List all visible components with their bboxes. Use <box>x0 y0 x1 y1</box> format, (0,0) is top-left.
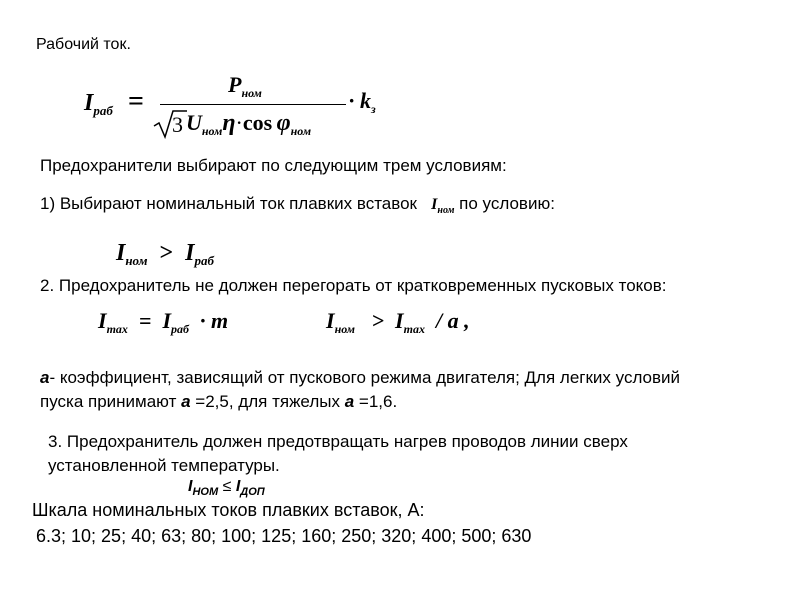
formula-condition-2a: $I_{max} = I_{раб} \cdot m$ <box>98 308 229 336</box>
scale-values: 6.3; 10; 25; 40; 63; 80; 100; 125; 160; 250; 320; 400; 500; 630 <box>36 526 532 546</box>
formula-condition-3: $I_{НОМ} \le I_{ДОП}$ <box>188 478 265 499</box>
formula-equals: = <box>128 86 144 117</box>
conditions-intro: Предохранители выбирают по следующим трем условиям: <box>40 156 507 175</box>
formula-condition-2b: $I_{ном}$ > $I_{max}$ / a , <box>326 308 470 336</box>
condition-1-text: 1) Выбирают номинальный ток плавких вставок $I_{ном}$ по условию: <box>40 194 555 217</box>
formula-denominator: $U_{ном}\eta\cdot\cos$ $\varphi_{ном}$ <box>186 110 312 138</box>
fraction-bar <box>160 104 346 105</box>
formula-coef: $k_з$ <box>360 88 376 116</box>
condition-3-text: 3. Предохранитель должен предотвращать нагрев проводов линии сверх установленной температуры. <box>48 432 628 475</box>
scale-title: Шкала номинальных токов плавких вставок, А: <box>32 500 425 520</box>
cond1-symbol: $I_{ном}$ <box>431 196 455 217</box>
formula-numerator: $P_{ном}$ <box>228 72 262 100</box>
formula-lhs: $I_{раб}$ <box>84 90 113 118</box>
coef-note-line-2: пуска принимают a =2,5, для тяжелых a =1,6. <box>40 392 398 411</box>
formula-mult: · <box>348 88 356 113</box>
heading: Рабочий ток. <box>36 36 131 53</box>
root-argument: 3 <box>172 112 183 137</box>
formula-condition-1: $I_{ном} > I_{раб}$ <box>116 240 215 268</box>
coef-note-line-1: a- коэффициент, зависящий от пускового режима двигателя; Для легких условий <box>40 368 681 387</box>
coefficient-note <box>40 366 680 414</box>
condition-2-text: 2. Предохранитель не должен перегорать от кратковременных пусковых токов: <box>40 276 667 295</box>
